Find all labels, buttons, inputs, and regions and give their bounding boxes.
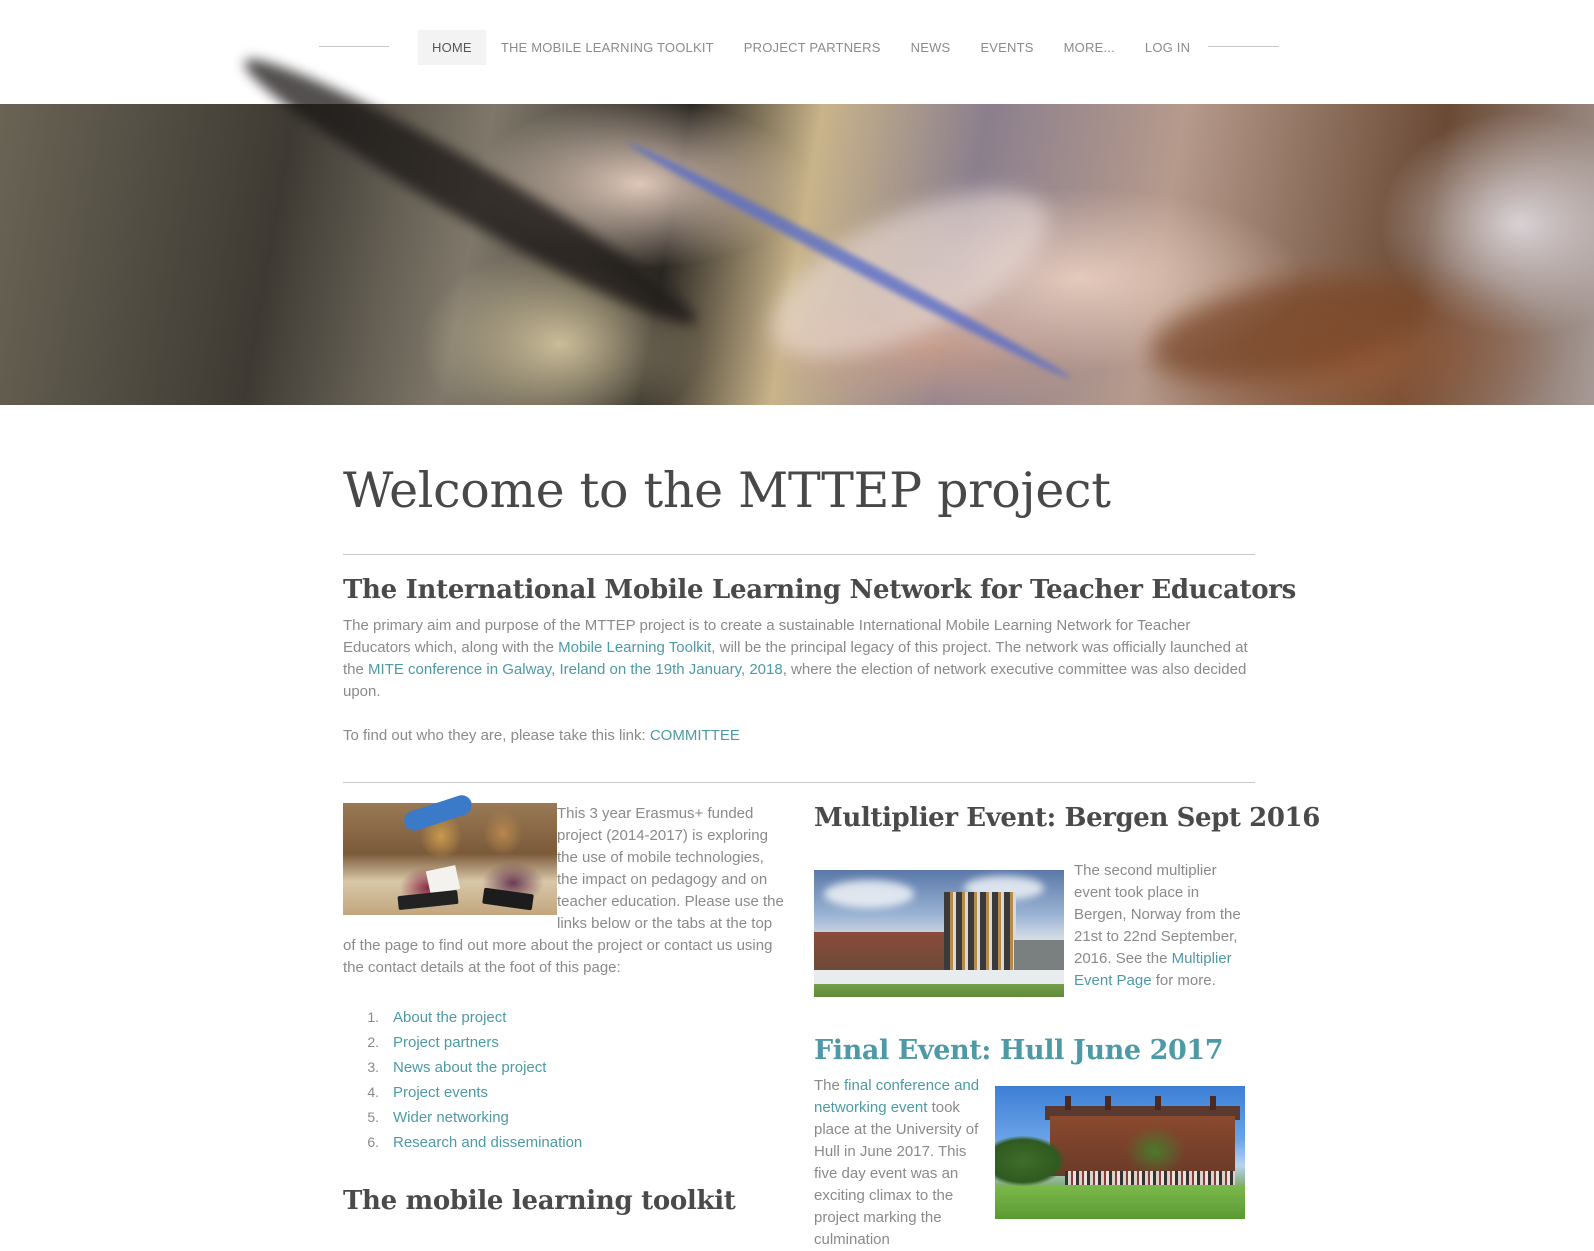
list-item: 5. Wider networking: [367, 1109, 509, 1126]
mite-conference-link[interactable]: MITE conference in Galway, Ireland on the 19th January, 2018: [368, 661, 783, 678]
section-title-network: The International Mobile Learning Network for Teacher Educators: [343, 575, 1296, 605]
hero-banner-image: [0, 104, 1594, 405]
mobile-learning-toolkit-link[interactable]: Mobile Learning Toolkit: [558, 639, 712, 656]
divider: [343, 782, 1255, 783]
nav-divider-right: [1208, 46, 1279, 47]
project-links-list: [343, 1005, 582, 1155]
list-item: 1. About the project: [367, 1009, 507, 1026]
section-title-hull[interactable]: Final Event: Hull June 2017: [814, 1035, 1224, 1066]
multiplier-event-page-link[interactable]: Multiplier Event Page: [1074, 950, 1232, 989]
project-partners-link[interactable]: Project partners: [393, 1034, 499, 1051]
committee-paragraph: To find out who they are, please take this link: COMMITTEE: [343, 727, 740, 744]
top-navigation: [0, 0, 1594, 104]
list-item: 2. Project partners: [367, 1034, 499, 1051]
wider-networking-link[interactable]: Wider networking: [393, 1109, 509, 1126]
nav-item-news[interactable]: NEWS: [910, 40, 951, 55]
project-events-link[interactable]: Project events: [393, 1084, 489, 1101]
divider: [343, 554, 1255, 555]
list-item: 4. Project events: [367, 1084, 489, 1101]
section-title-toolkit: The mobile learning toolkit: [343, 1186, 736, 1216]
nav-item-home[interactable]: HOME: [418, 30, 486, 65]
nav-item-project-partners[interactable]: PROJECT PARTNERS: [743, 40, 881, 55]
nav-item-events[interactable]: EVENTS: [980, 40, 1034, 55]
intro-paragraph: The primary aim and purpose of the MTTEP project is to create a sustainable International Mobile Learning Network for Teacher Educators which, along with the Mobile Learning Toolkit, will be the principal legacy of this project. The network was officially launched at the MITE conference in Galway, Ireland on the 19th January, 2018, where the election of network executive committee was also decided upon.: [343, 617, 1248, 700]
nav-item-toolkit[interactable]: THE MOBILE LEARNING TOOLKIT: [500, 40, 714, 55]
news-link[interactable]: News about the project: [393, 1059, 547, 1076]
final-conference-link[interactable]: final conference and networking event: [814, 1077, 980, 1116]
bergen-building-photo: [814, 870, 1064, 997]
page-title: Welcome to the MTTEP project: [343, 462, 1111, 519]
about-project-link[interactable]: About the project: [393, 1009, 507, 1026]
project-description: This 3 year Erasmus+ funded project (2014-2017) is exploring the use of mobile technologies, the impact on pedagogy and on teacher education. Please use the links below or the tabs at the top of the page to find out more about the project or contact us using the contact details at the foot of this page:: [343, 805, 784, 976]
committee-link[interactable]: COMMITTEE: [649, 727, 740, 744]
list-item: 6. Research and dissemination: [367, 1134, 583, 1151]
nav-item-log-in[interactable]: LOG IN: [1144, 40, 1191, 55]
nav-divider-left: [319, 46, 389, 47]
nav-menu: [418, 30, 1205, 65]
list-item: 3. News about the project: [367, 1059, 547, 1076]
bergen-description: The second multiplier event took place in Bergen, Norway from the 21st to 22nd September, 2016. See the Multiplier Event Page for more.: [1074, 862, 1241, 989]
hull-university-photo: [995, 1086, 1245, 1219]
section-title-bergen: Multiplier Event: Bergen Sept 2016: [814, 803, 1320, 833]
research-dissemination-link[interactable]: Research and dissemination: [393, 1134, 583, 1151]
nav-item-more[interactable]: MORE...: [1063, 40, 1115, 55]
hull-description: The final conference and networking event took place at the University of Hull in June 2017. This five day event was an exciting climax to the project marking the culmination: [814, 1077, 980, 1248]
